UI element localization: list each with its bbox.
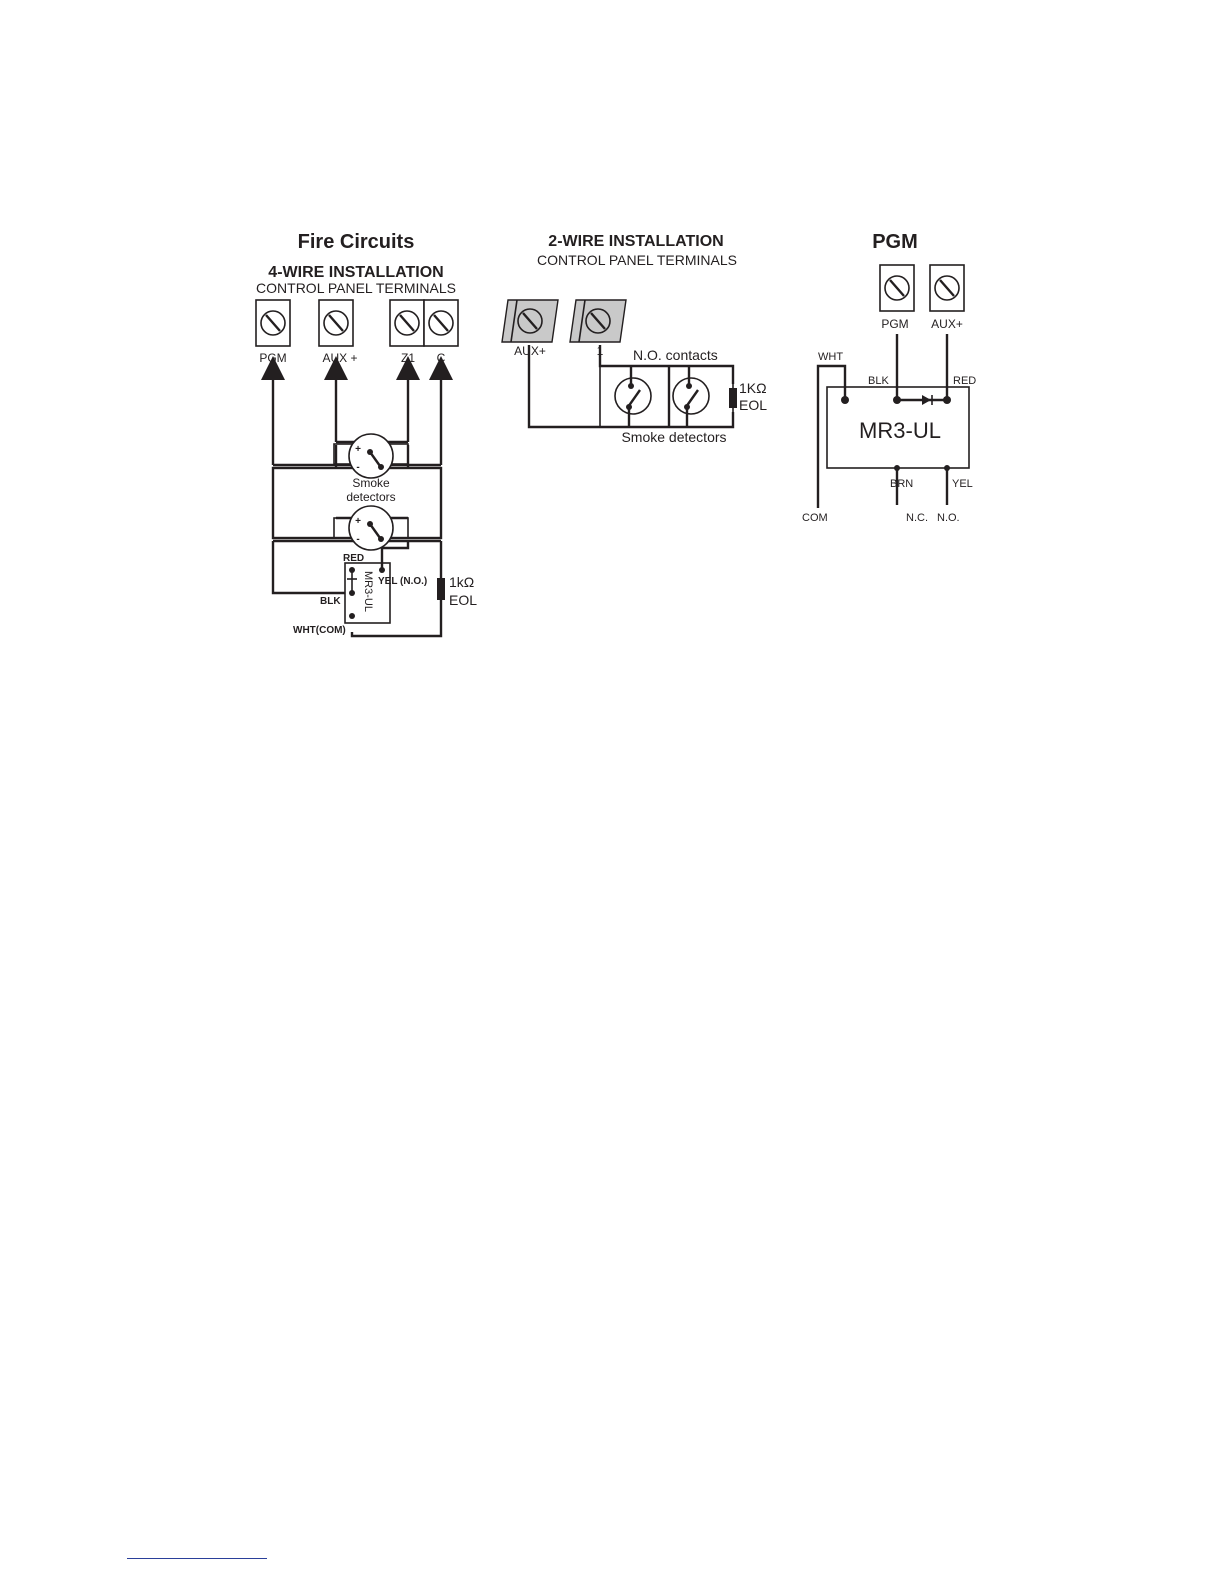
minus-sign: - [356,462,360,473]
eol-resistor-2wire [729,380,767,413]
eol-value-2wire: 1KΩ [739,380,767,396]
mr3-ul-label: MR3-UL [859,418,941,443]
smoke-detector-1 [334,434,408,478]
terminal-aux-plus-2wire [502,300,558,342]
terminal-label-pgm: PGM [259,351,287,365]
aux-plus-terminal-label: AUX+ [931,317,963,331]
com-label: COM [802,512,828,524]
two-wire-caption: CONTROL PANEL TERMINALS [537,252,737,268]
two-wire-title: 2-WIRE INSTALLATION [548,233,724,250]
terminal-z1 [390,300,424,346]
brn-label: BRN [890,478,914,490]
four-wire-subtitle: 4-WIRE INSTALLATION [268,264,444,281]
relay-label: MR3-UL [362,571,374,612]
plus-sign: + [355,516,361,527]
red-label: RED [953,375,977,387]
smoke-detectors-label-1: Smoke [352,476,390,490]
plus-sign: + [355,444,361,455]
mr3-ul-module [827,387,969,471]
terminal-label-z1: Z1 [400,351,416,365]
pgm-section [802,231,976,524]
resistor-icon [437,578,445,600]
smoke-detectors-label-2: detectors [346,490,396,504]
eol-label-2wire: EOL [739,397,768,413]
smoke-detector-2 [334,506,408,550]
terminal-label-aux-plus: AUX+ [514,344,546,358]
fire-circuits-title: Fire Circuits [297,231,415,253]
terminal-pgm-2 [880,265,914,311]
blk-label: BLK [868,375,889,387]
red-wire-label: RED [343,553,365,564]
two-wire-detector-1 [600,366,669,427]
no-label: N.O. [937,512,960,524]
smoke-detectors-label-2wire: Smoke detectors [621,429,727,445]
pgm-title: PGM [872,231,918,253]
diode-icon [922,395,931,405]
eol-value: 1kΩ [449,574,475,590]
mr3-ul-relay-small [293,553,427,636]
resistor-icon [729,388,737,408]
terminal-c [424,300,458,346]
two-wire-detector-2 [669,366,733,427]
eol-resistor-4wire [437,574,477,608]
nc-label: N.C. [906,512,928,524]
terminal-aux-plus-pgm [930,265,964,311]
eol-label: EOL [449,592,478,608]
no-contacts-label: N.O. contacts [633,347,718,363]
yel-label: YEL [952,478,973,490]
wht-label: WHT [818,351,844,363]
footer-rule [127,1558,267,1559]
pgm-terminal-label: PGM [881,317,909,331]
terminal-label-c: C [436,351,446,365]
blk-wire-label: BLK [320,596,341,607]
minus-sign: - [356,534,360,545]
fire-circuits-section [256,231,477,636]
terminal-aux [319,300,353,346]
terminal-1-2wire [570,300,626,342]
terminal-label-aux: AUX + [322,351,358,365]
two-wire-section [502,233,767,445]
four-wire-caption: CONTROL PANEL TERMINALS [256,280,456,296]
terminal-pgm [256,300,290,346]
yel-wire-label: YEL (N.O.) [378,576,428,587]
wht-wire-label: WHT(COM) [293,625,346,636]
terminal-label-1: 1 [596,344,604,358]
